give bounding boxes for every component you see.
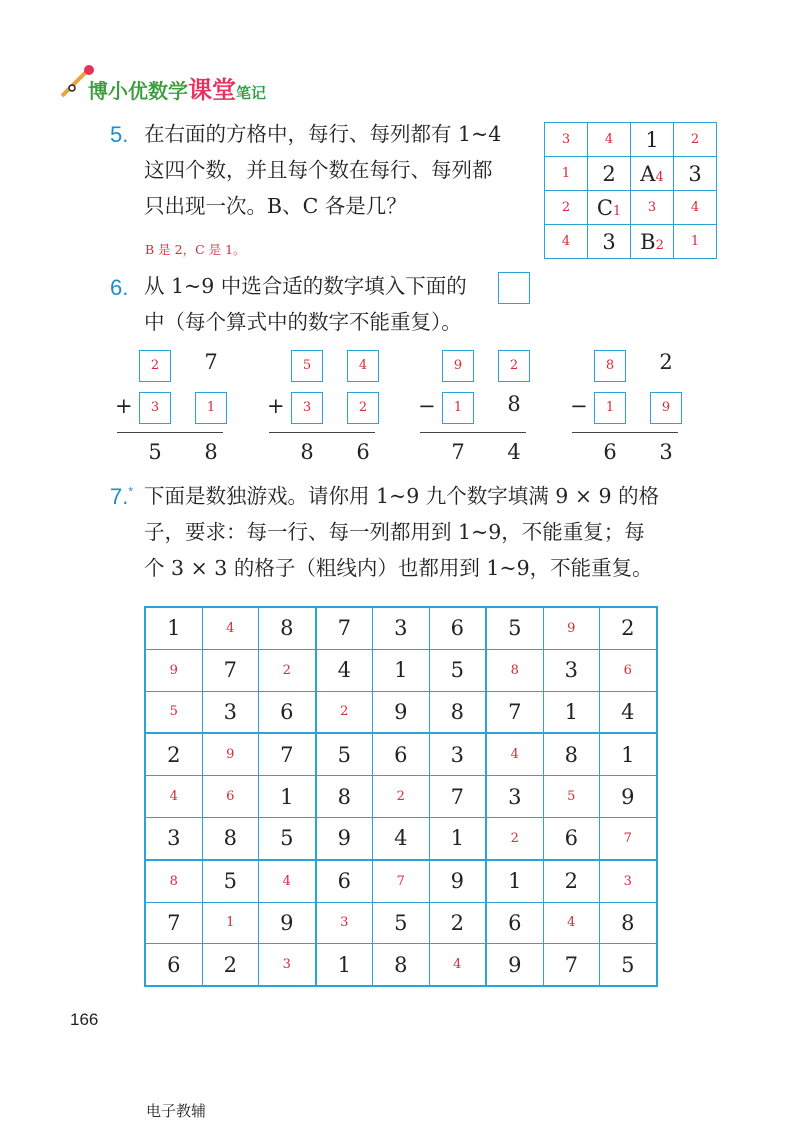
q6-rule [117,432,223,433]
sudoku-cell: 4 [202,607,259,649]
q6-answer-box: 5 [291,350,323,382]
q7-star: * [128,484,134,499]
footer-text: 电子教辅 [146,1102,207,1120]
q6-answer-box: 3 [291,392,323,424]
sudoku-cell: 9 [486,944,543,986]
sudoku-cell: 8 [259,607,316,649]
header-title [88,70,266,105]
q5-cell: 2 [545,191,588,225]
q6-answer-box: 3 [139,392,171,424]
sudoku-cell: 7 [486,691,543,733]
sudoku-cell: 1 [259,776,316,818]
q6-result-digit: 5 [148,440,162,464]
q5-cell: C1 [588,191,631,225]
brand-text: 博小优数学 [88,79,188,103]
sudoku-cell: 5 [373,902,430,944]
q6-digit: 2 [659,350,673,374]
q6-answer-box: 1 [442,392,474,424]
sudoku-cell: 6 [259,691,316,733]
q6-digit: 7 [204,350,218,374]
q6-answer-box: 1 [195,392,227,424]
sudoku-cell: 4 [429,944,486,986]
q5-line3: 只出现一次。B、C 各是几？ [144,194,407,218]
sudoku-cell: 3 [543,649,600,691]
sudoku-cell: 3 [486,776,543,818]
sudoku-cell: 8 [373,944,430,986]
sudoku-cell: 8 [600,902,657,944]
sudoku-cell: 9 [145,649,202,691]
q6-answer-box: 9 [650,392,682,424]
q6-result-digit: 6 [603,440,617,464]
q6-result-digit: 7 [451,440,465,464]
q7-number [110,484,133,510]
sudoku-cell: 5 [486,607,543,649]
q5-cell: 3 [674,157,717,191]
q6-digit: 8 [507,392,521,416]
sudoku-cell: 8 [543,733,600,775]
sudoku-cell: 7 [429,776,486,818]
q6-answer-box: 9 [442,350,474,382]
q7-line2: 子，要求：每一行、每一列都用到 1~9，不能重复；每 [144,520,645,544]
sudoku-cell: 3 [373,607,430,649]
q7-text [144,478,659,586]
q6-result-digit: 3 [659,440,673,464]
brand-suffix: 笔记 [236,84,267,102]
sudoku-cell: 3 [259,944,316,986]
q6-result-digit: 4 [507,440,521,464]
q5-cell: 3 [588,225,631,259]
q5-cell: 1 [631,123,674,157]
sudoku-cell: 1 [202,902,259,944]
sudoku-cell: 2 [145,733,202,775]
sudoku-cell: 1 [316,944,373,986]
sudoku-cell: 9 [202,733,259,775]
q6-answer-box: 4 [347,350,379,382]
sudoku-cell: 1 [600,733,657,775]
q6-rule [572,432,678,433]
sudoku-cell: 6 [145,944,202,986]
sudoku-cell: 3 [600,860,657,902]
q5-cell: B2 [631,225,674,259]
sudoku-grid [144,606,658,987]
sudoku-cell: 6 [486,902,543,944]
q6-operator: − [570,394,588,418]
q6-answer-box: 1 [594,392,626,424]
sudoku-cell: 1 [373,649,430,691]
sudoku-cell: 9 [316,817,373,859]
q5-answer: B 是 2，C 是 1。 [145,242,246,257]
sudoku-cell: 5 [543,776,600,818]
sudoku-cell: 5 [316,733,373,775]
sudoku-cell: 3 [202,691,259,733]
sudoku-cell: 4 [600,691,657,733]
q5-text [144,116,501,224]
q6-answer-box: 2 [498,350,530,382]
sudoku-cell: 9 [429,860,486,902]
sudoku-cell: 9 [259,902,316,944]
q6-rule [269,432,375,433]
sudoku-cell: 7 [600,817,657,859]
sudoku-cell: 6 [543,817,600,859]
sudoku-cell: 5 [259,817,316,859]
sudoku-cell: 1 [429,817,486,859]
q5-line1: 在右面的方格中，每行、每列都有 1~4 [144,122,502,146]
sudoku-cell: 4 [145,776,202,818]
sudoku-cell: 1 [145,607,202,649]
sudoku-cell: 2 [543,860,600,902]
sudoku-cell: 2 [429,902,486,944]
q5-cell: 4 [674,191,717,225]
q6-result-digit: 8 [204,440,218,464]
sudoku-cell: 8 [145,860,202,902]
sudoku-cell: 9 [600,776,657,818]
sudoku-cell: 4 [259,860,316,902]
q5-cell: 1 [674,225,717,259]
q6-result-digit: 6 [356,440,370,464]
sudoku-cell: 7 [316,607,373,649]
sudoku-cell: 5 [202,860,259,902]
sudoku-cell: 3 [429,733,486,775]
sudoku-cell: 3 [145,817,202,859]
sudoku-cell: 6 [373,733,430,775]
q5-cell-answer: 1 [612,203,622,219]
q5-cell: 2 [674,123,717,157]
sudoku-cell: 9 [543,607,600,649]
sudoku-cell: 7 [259,733,316,775]
sudoku-cell: 4 [543,902,600,944]
q6-line2: 中（每个算式中的数字不能重复）。 [144,310,462,334]
sudoku-cell: 8 [486,649,543,691]
sudoku-cell: 2 [259,649,316,691]
sudoku-cell: 4 [373,817,430,859]
sudoku-cell: 2 [373,776,430,818]
sudoku-cell: 8 [429,691,486,733]
q6-result-digit: 8 [300,440,314,464]
q7-line3: 个 3 × 3 的格子（粗线内）也都用到 1~9，不能重复。 [144,556,653,580]
q5-cell: 1 [545,157,588,191]
q6-text [144,268,467,340]
q5-cell: 4 [588,123,631,157]
q7-num: 7. [110,484,129,509]
q6-line1: 从 1~9 中选合适的数字填入下面的 [144,274,467,298]
sudoku-cell: 6 [600,649,657,691]
sudoku-cell: 2 [316,691,373,733]
sudoku-cell: 8 [316,776,373,818]
q5-line2: 这四个数，并且每个数在每行、每列都 [144,158,493,182]
q5-cell: 2 [588,157,631,191]
q5-cell-answer: 2 [655,237,664,253]
sudoku-cell: 6 [316,860,373,902]
sudoku-cell: 5 [145,691,202,733]
q5-cell-answer: 4 [655,169,664,185]
q6-operator: + [115,394,133,418]
sudoku-cell: 7 [373,860,430,902]
q5-cell: 3 [631,191,674,225]
sudoku-cell: 4 [486,733,543,775]
q6-number: 6. [110,275,129,300]
brand-highlight: 课堂 [188,76,236,104]
sudoku-cell: 6 [202,776,259,818]
q6-answer-box: 2 [347,392,379,424]
sudoku-cell: 2 [202,944,259,986]
q6-blank-box-example [498,272,530,304]
sudoku-cell: 9 [373,691,430,733]
sudoku-cell: 2 [600,607,657,649]
q6-operator: − [418,394,436,418]
sudoku-cell: 7 [202,649,259,691]
q6-answer-box: 2 [139,350,171,382]
q5-grid [544,122,717,259]
q5-cell: A4 [631,157,674,191]
page-number: 166 [70,1010,99,1029]
sudoku-cell: 5 [600,944,657,986]
sudoku-cell: 1 [543,691,600,733]
sudoku-cell: 5 [429,649,486,691]
sudoku-cell: 1 [486,860,543,902]
sudoku-cell: 4 [316,649,373,691]
q5-number: 5. [110,122,129,147]
sudoku-cell: 8 [202,817,259,859]
q6-operator: + [267,394,285,418]
sudoku-cell: 7 [543,944,600,986]
q6-answer-box: 8 [594,350,626,382]
q5-cell: 4 [545,225,588,259]
q7-line1: 下面是数独游戏。请你用 1~9 九个数字填满 9 × 9 的格 [144,484,660,508]
sudoku-cell: 2 [486,817,543,859]
sudoku-cell: 3 [316,902,373,944]
q5-cell: 3 [545,123,588,157]
sudoku-cell: 7 [145,902,202,944]
sudoku-cell: 6 [429,607,486,649]
q6-rule [420,432,526,433]
